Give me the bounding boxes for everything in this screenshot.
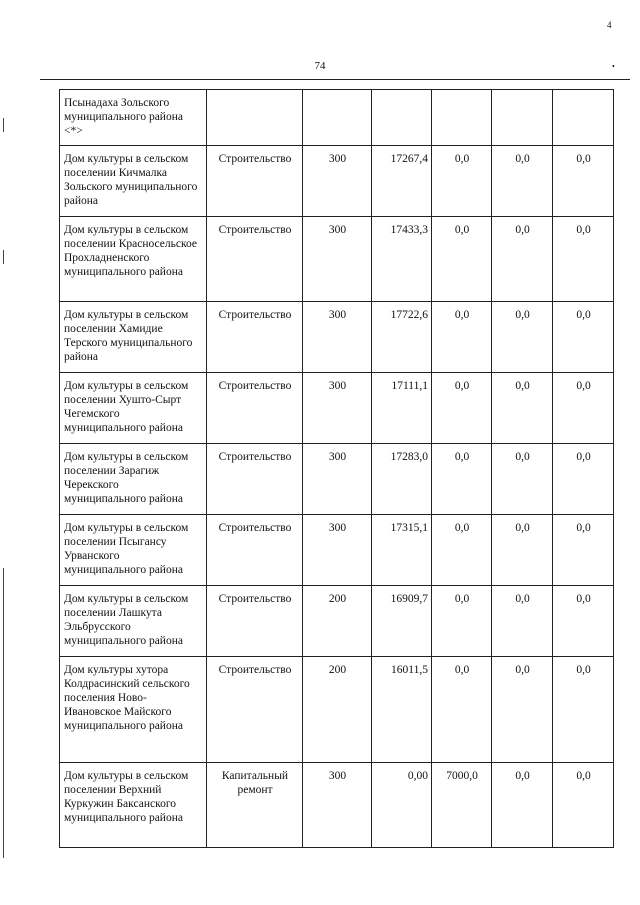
year1-cell: 0,0 bbox=[432, 444, 492, 515]
capacity-cell: 300 bbox=[303, 302, 372, 373]
capacity-cell: 300 bbox=[303, 763, 372, 848]
table-row bbox=[60, 217, 614, 302]
year1-cell: 0,0 bbox=[432, 586, 492, 657]
work-type-cell: Строительство bbox=[207, 373, 303, 444]
year1-cell: 0,0 bbox=[432, 657, 492, 763]
year2-cell: 0,0 bbox=[492, 444, 553, 515]
amount-cell: 0,00 bbox=[372, 763, 432, 848]
page-number: 74 bbox=[314, 60, 326, 72]
year2-cell: 0,0 bbox=[492, 657, 553, 763]
year2-cell: 0,0 bbox=[492, 586, 553, 657]
object-name-cell: Дом культуры в сельском поселении Хушто-Сырт Чегемского муниципального района bbox=[60, 373, 207, 444]
work-type-cell: Строительство bbox=[207, 586, 303, 657]
table-row bbox=[60, 90, 614, 146]
amount-cell: 17111,1 bbox=[372, 373, 432, 444]
year2-cell: 0,0 bbox=[492, 217, 553, 302]
year1-cell: 7000,0 bbox=[432, 763, 492, 848]
object-name-cell: Дом культуры в сельском поселении Кичмалка Зольского муниципального района bbox=[60, 146, 207, 217]
year2-cell: 0,0 bbox=[492, 373, 553, 444]
object-name-cell: Дом культуры в сельском поселении Хамидие Терского муниципального района bbox=[60, 302, 207, 373]
margin-mark bbox=[3, 250, 4, 264]
capacity-cell: 300 bbox=[303, 217, 372, 302]
amount-cell: 16011,5 bbox=[372, 657, 432, 763]
object-name-cell: Дом культуры в сельском поселении Верхний Куркужин Баксанского муниципального района bbox=[60, 763, 207, 848]
work-type-cell: Строительство bbox=[207, 657, 303, 763]
year1-cell bbox=[432, 90, 492, 146]
year3-cell: 0,0 bbox=[553, 444, 614, 515]
year2-cell: 0,0 bbox=[492, 763, 553, 848]
corner-mark: 4 bbox=[607, 20, 612, 30]
year3-cell: 0,0 bbox=[553, 763, 614, 848]
year3-cell: 0,0 bbox=[553, 657, 614, 763]
year3-cell: 0,0 bbox=[553, 302, 614, 373]
construction-table bbox=[59, 89, 614, 848]
year2-cell: 0,0 bbox=[492, 515, 553, 586]
work-type-cell: Строительство bbox=[207, 515, 303, 586]
amount-cell: 17433,3 bbox=[372, 217, 432, 302]
capacity-cell: 300 bbox=[303, 444, 372, 515]
year3-cell: 0,0 bbox=[553, 146, 614, 217]
capacity-cell: 200 bbox=[303, 657, 372, 763]
work-type-cell: Строительство bbox=[207, 146, 303, 217]
capacity-cell: 300 bbox=[303, 515, 372, 586]
object-name-cell: Дом культуры в сельском поселении Псыгансу Урванского муниципального района bbox=[60, 515, 207, 586]
amount-cell: 17283,0 bbox=[372, 444, 432, 515]
margin-mark bbox=[3, 118, 4, 132]
year2-cell bbox=[492, 90, 553, 146]
year1-cell: 0,0 bbox=[432, 217, 492, 302]
object-name-cell: Псынадаха Зольского муниципального района <*> bbox=[60, 90, 207, 146]
work-type-cell: Строительство bbox=[207, 444, 303, 515]
top-rule bbox=[40, 79, 630, 80]
table-row bbox=[60, 373, 614, 444]
amount-cell bbox=[372, 90, 432, 146]
year1-cell: 0,0 bbox=[432, 302, 492, 373]
work-type-cell: Строительство bbox=[207, 302, 303, 373]
year2-cell: 0,0 bbox=[492, 146, 553, 217]
capacity-cell: 200 bbox=[303, 586, 372, 657]
year3-cell: 0,0 bbox=[553, 515, 614, 586]
year2-cell: 0,0 bbox=[492, 302, 553, 373]
capacity-cell: 300 bbox=[303, 373, 372, 444]
object-name-cell: Дом культуры в сельском поселении Лашкута Эльбрусского муниципального района bbox=[60, 586, 207, 657]
year3-cell: 0,0 bbox=[553, 217, 614, 302]
object-name-cell: Дом культуры в сельском поселении Зарагиж Черекского муниципального района bbox=[60, 444, 207, 515]
table-row bbox=[60, 302, 614, 373]
margin-line bbox=[3, 568, 4, 858]
table-row bbox=[60, 146, 614, 217]
amount-cell: 16909,7 bbox=[372, 586, 432, 657]
table-row bbox=[60, 515, 614, 586]
table-row bbox=[60, 444, 614, 515]
work-type-cell: Капитальный ремонт bbox=[207, 763, 303, 848]
year3-cell: 0,0 bbox=[553, 373, 614, 444]
table-row bbox=[60, 586, 614, 657]
table-row bbox=[60, 763, 614, 848]
work-type-cell: Строительство bbox=[207, 217, 303, 302]
year1-cell: 0,0 bbox=[432, 515, 492, 586]
table-row bbox=[60, 657, 614, 763]
amount-cell: 17315,1 bbox=[372, 515, 432, 586]
object-name-cell: Дом культуры хутора Колдрасинский сельского поселения Ново-Ивановское Майского муниципального района bbox=[60, 657, 207, 763]
corner-dot: • bbox=[612, 62, 615, 71]
year3-cell: 0,0 bbox=[553, 586, 614, 657]
capacity-cell bbox=[303, 90, 372, 146]
work-type-cell bbox=[207, 90, 303, 146]
capacity-cell: 300 bbox=[303, 146, 372, 217]
amount-cell: 17267,4 bbox=[372, 146, 432, 217]
object-name-cell: Дом культуры в сельском поселении Красносельское Прохладненского муниципального района bbox=[60, 217, 207, 302]
amount-cell: 17722,6 bbox=[372, 302, 432, 373]
year1-cell: 0,0 bbox=[432, 146, 492, 217]
year1-cell: 0,0 bbox=[432, 373, 492, 444]
year3-cell bbox=[553, 90, 614, 146]
